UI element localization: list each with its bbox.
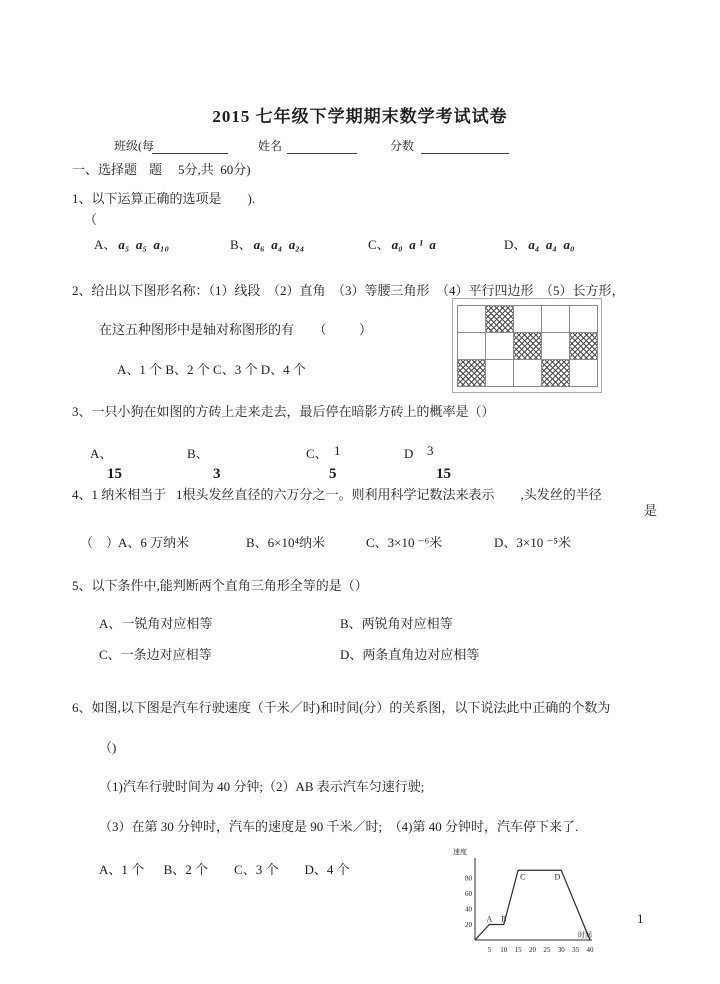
name-label: 姓名 [258,139,283,153]
svg-text:60: 60 [465,890,472,898]
class-label: 班级(每 [114,139,154,153]
option-expression: a₀ a ¹ a [391,237,436,252]
svg-text:15: 15 [514,946,522,954]
q6-open-paren: （) [99,740,117,755]
svg-text:20: 20 [465,921,472,929]
option-expression: a₄ a₄ a₀ [528,237,575,252]
q3-option-d-numerator: 3 [427,443,434,458]
q1-stem: 1、以下运算正确的选项是 ). [72,191,256,206]
q4-options-prefix: （ ） [80,535,120,550]
q4-option-c: C、3×10 ⁻⁶米 [366,535,443,550]
q1-option-c [368,237,436,253]
section-title: 一、选择题 [72,162,138,177]
q3-option-c-numerator: 1 [334,443,341,458]
q5-stem: 5、以下条件中,能判断两个直角三角形全等的是（） [72,578,368,593]
tile-grid [457,305,598,387]
class-blank [152,139,228,154]
q3-option-a-denominator: 15 [107,466,122,482]
q3-option-b-denominator: 3 [213,466,221,482]
svg-text:80: 80 [465,874,472,883]
q4-stem: 4、1 纳米相当于 1根头发丝直径的六万分之一。则利用科学记数法来表示 ,头发丝的半径 [72,487,602,502]
q2-options-line: A、1 个 B、2 个 C、3 个 D、4 个 [117,362,306,377]
name-blank [287,139,357,154]
q3-option-d-denominator: 15 [436,466,451,482]
q2-prompt: 在这五种图形中是轴对称图形的有 （ ） [99,322,373,337]
speed-time-chart [448,843,600,965]
svg-text:B: B [501,914,507,924]
shaded-tile [514,333,541,359]
tile [514,360,541,386]
tile [542,306,569,332]
svg-text:C: C [520,872,526,882]
svg-text:5: 5 [487,946,492,954]
q4-stem-tail: 是 [644,503,658,518]
q3-option-c-label: C、 [306,446,328,461]
q5-option-a: A、一锐角对应相等 [99,616,213,631]
option-label: B、 [230,237,252,252]
svg-text:20: 20 [529,946,536,954]
tile [486,333,513,359]
svg-text:25: 25 [543,946,551,954]
score-blank [421,139,509,154]
tile [514,306,541,332]
q6-statement-2: （3）在第 30 分钟时，汽车的速度是 90 千米／时; （4)第 40 分钟时，汽车停下来了. [99,819,579,834]
q3-option-d-label: D [404,446,414,461]
svg-text:速度: 速度 [453,848,467,856]
q5-option-c: C、一条边对应相等 [99,647,212,662]
score-label: 分数 [390,139,415,153]
option-label: D、 [504,237,527,252]
q1-option-b [230,237,304,253]
q6-statement-1: （1)汽车行驶时间为 40 分钟;（2）AB 表示汽车匀速行驶; [99,779,425,794]
tile [458,333,485,359]
shaded-tile [542,360,569,386]
tile [570,306,597,332]
option-expression: a₆ a₄ a₂₄ [253,237,305,252]
tile [570,360,597,386]
tile [458,306,485,332]
shaded-tile [486,306,513,332]
q3-stem: 3、一只小狗在如图的方砖上走来走去，最后停在暗影方砖上的概率是（） [72,404,495,419]
q3-option-c-denominator: 5 [329,466,337,482]
shaded-tile [570,333,597,359]
q5-option-b: B、两锐角对应相等 [340,616,453,631]
q1-open-paren: （ [84,212,98,227]
option-label: C、 [368,237,390,252]
section-note: 5分,共 60分) [178,162,251,177]
q4-option-b: B、6×10⁴纳米 [246,535,326,550]
q1-option-a [94,237,169,253]
svg-text:40: 40 [465,905,472,914]
q5-option-d: D、两条直角边对应相等 [340,647,480,662]
svg-text:10: 10 [500,946,508,954]
page-number: 1 [637,911,644,926]
q4-option-a: A、6 万纳米 [118,535,190,550]
svg-text:30: 30 [557,946,565,954]
svg-text:D: D [554,872,561,882]
svg-text:时间: 时间 [578,931,592,939]
q6-options-line: A、1 个 B、2 个 C、3 个 D、4 个 [99,862,350,877]
tile [542,333,569,359]
tile-grid-figure [452,298,602,393]
tile [486,360,513,386]
svg-text:35: 35 [572,946,580,954]
svg-text:A: A [486,914,493,924]
option-label: A、 [94,237,117,252]
q2-stem: 2、给出以下图形名称：（1）线段 （2）直角 （3）等腰三角形 （4）平行四边形 （5）长方形， [72,283,625,298]
option-expression: a₅ a₅ a₁₀ [118,237,170,252]
svg-text:40: 40 [586,946,594,954]
q6-stem: 6、如图,以下图是汽车行驶速度（千米／时)和时间(分）的关系图，以下说法此中正确的个数为 [72,700,611,715]
q3-option-a-label: A、 [90,446,113,461]
section-note-mid: 题 [149,162,163,177]
q3-option-b-label: B、 [187,446,209,461]
section-heading [72,162,251,178]
q4-option-d: D、3×10 ⁻⁵米 [494,535,571,550]
shaded-tile [458,360,485,386]
q1-option-d [504,237,575,253]
exam-title: 2015 七年级下学期期末数学考试试卷 [212,107,508,126]
